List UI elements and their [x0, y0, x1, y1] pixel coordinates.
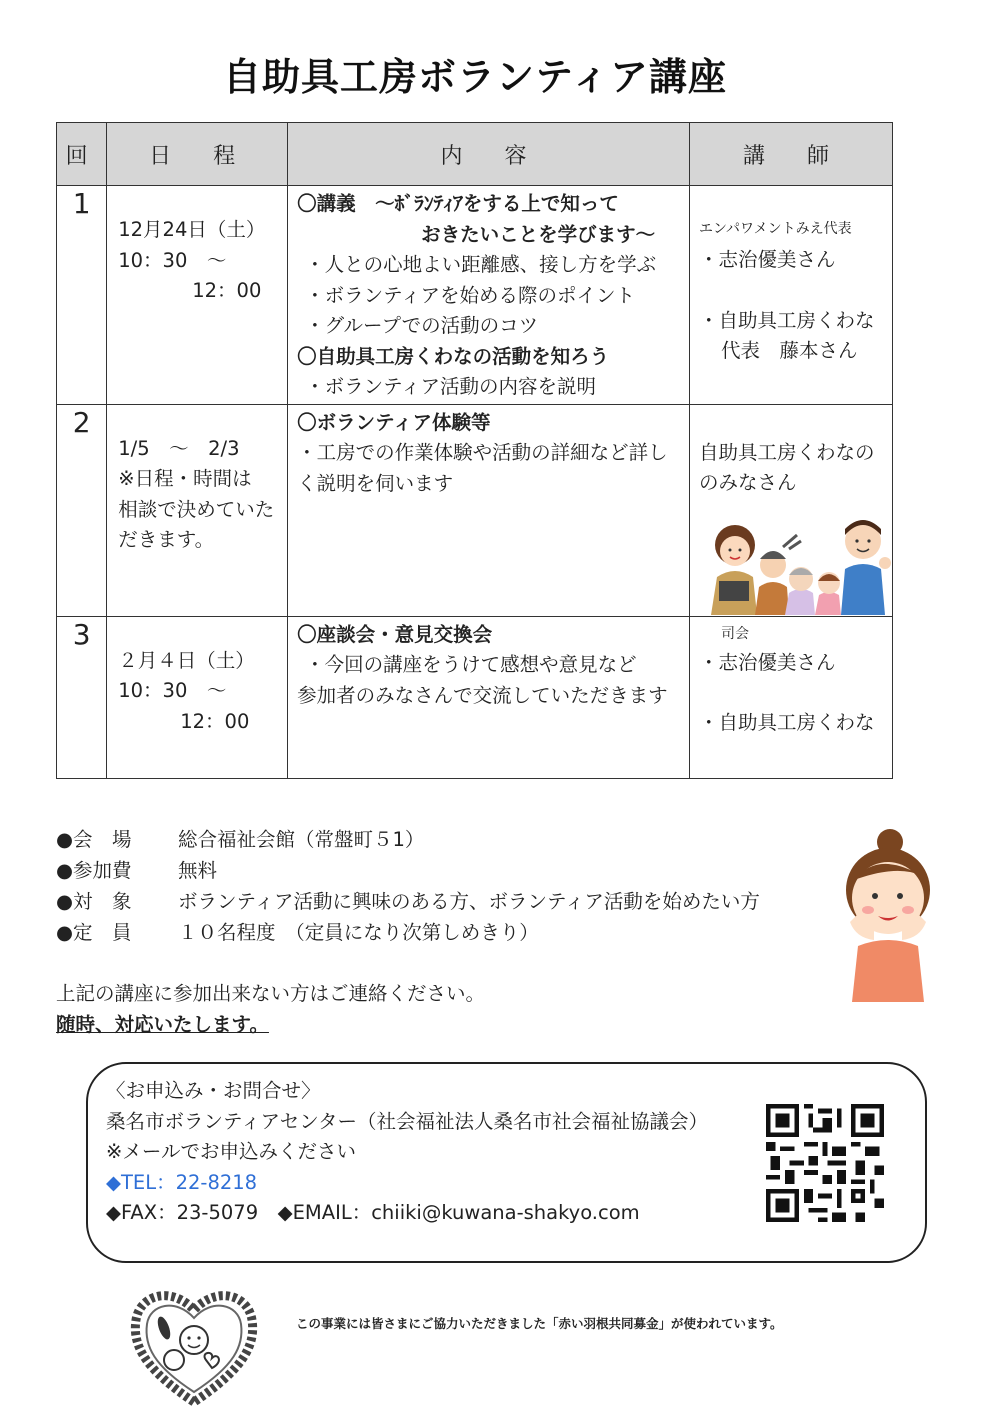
content-heading: 〇座談会・意見交換会	[297, 622, 493, 646]
content-heading: おきたいことを学びます～	[421, 222, 656, 246]
date-line: 12：00	[180, 709, 250, 733]
lecturer-name: ・志治優美さん	[699, 248, 836, 271]
content-item: ・ボランティア活動の内容を説明	[305, 375, 597, 398]
content-item: ・今回の講座をうけて感想や意見など	[305, 653, 637, 676]
lecturer-role: 司会	[721, 625, 750, 642]
lecturer-name: 代表 藤本さん	[721, 339, 858, 362]
date-line: 12月24日（土）	[118, 218, 266, 241]
lecturer-name: ・志治優美さん	[699, 650, 836, 674]
lecturer-name: ・自助具工房くわな	[699, 711, 875, 734]
date-line: 相談で決めていた	[118, 497, 275, 521]
session-lecturer	[690, 404, 893, 616]
contact-mail-note: ※メールでお申込みください	[106, 1140, 356, 1163]
info-value: １０名程度 （定員になり次第しめきり）	[178, 921, 539, 944]
info-label: ●参加費	[56, 859, 132, 882]
notice	[56, 978, 485, 1040]
content-heading: 〇講義 ～ﾎﾞﾗﾝﾃｨｱをする上で知って	[297, 192, 619, 215]
page-title: 自助具工房ボランティア講座	[223, 55, 727, 99]
info-label: ●定 員	[56, 921, 132, 944]
session-date	[107, 186, 288, 405]
content-item: ・ボランティアを始める際のポイント	[305, 283, 636, 307]
info-label: ●会 場	[56, 828, 132, 851]
date-line: だきます。	[118, 528, 215, 551]
content-heading: 〇自助具工房くわなの活動を知ろう	[297, 344, 610, 368]
notice-line: 上記の講座に参加出来ない方はご連絡ください。	[56, 982, 486, 1005]
qr-code-icon[interactable]	[766, 1104, 884, 1222]
contact-heading: 〈お申込み・お問合せ〉	[106, 1079, 321, 1102]
info-value: 無料	[178, 859, 218, 882]
session-date	[107, 616, 288, 778]
session-number: 3	[57, 616, 107, 778]
session-content	[288, 404, 690, 616]
date-line: 1/5 ～ 2/3	[118, 436, 240, 460]
table-header-row	[57, 123, 893, 186]
schedule-table	[56, 122, 893, 779]
contact-tel[interactable]: ◆TEL：22-8218	[106, 1170, 258, 1194]
content-item: ・工房での作業体験や活動の詳細など詳しく説明を伺います	[297, 441, 668, 495]
header-no: 回	[57, 123, 107, 186]
header-date: 日 程	[107, 123, 288, 186]
woman-illustration	[838, 828, 938, 1002]
content-heading: 〇ボランティア体験等	[297, 410, 491, 434]
info-label: ●対 象	[56, 890, 132, 913]
info-value: 総合福祉会館（常盤町５1）	[178, 828, 425, 851]
session-number: 2	[57, 404, 107, 616]
contact-fax-email[interactable]: ◆FAX：23-5079 ◆EMAIL：chiiki@kuwana-shakyo.com	[106, 1201, 640, 1224]
info-row-target	[56, 886, 760, 917]
contact-box	[86, 1062, 927, 1263]
table-row	[57, 616, 893, 778]
info-row-fee	[56, 855, 760, 886]
footer-note: この事業には皆さまにご協力いただきました「赤い羽根共同募金」が使われています。	[296, 1316, 783, 1331]
info-value: ボランティア活動に興味のある方、ボランティア活動を始めたい方	[178, 890, 760, 913]
header-content: 内 容	[288, 123, 690, 186]
notice-line-emphasis: 随時、対応いたします。	[56, 1013, 269, 1036]
info-row-venue	[56, 824, 760, 855]
contact-org: 桑名市ボランティアセンター（社会福祉法人桑名市社会福祉協議会）	[106, 1109, 708, 1133]
session-lecturer	[690, 616, 893, 778]
table-row	[57, 186, 893, 405]
table-row	[57, 404, 893, 616]
content-item: 参加者のみなさんで交流していただきます	[297, 683, 668, 707]
date-line: ※日程・時間は	[118, 467, 252, 490]
info-row-capacity	[56, 917, 760, 948]
date-line: 10：30 ～	[118, 679, 227, 702]
red-feather-heart-logo	[126, 1280, 262, 1408]
lecturer-name: ・自助具工房くわな	[699, 308, 875, 332]
volunteers-illustration	[705, 507, 891, 615]
date-line: ２月４日（土）	[118, 648, 255, 672]
lecturer-name: 自助具工房くわなの	[699, 440, 875, 464]
header-lecturer: 講 師	[690, 123, 893, 186]
session-number: 1	[57, 186, 107, 405]
lecturer-name: のみなさん	[699, 471, 797, 494]
session-content	[288, 616, 690, 778]
session-lecturer	[690, 186, 893, 405]
date-line: 12：00	[192, 279, 262, 302]
session-date	[107, 404, 288, 616]
date-line: 10：30 ～	[118, 248, 227, 272]
session-content	[288, 186, 690, 405]
content-item: ・グループでの活動のコツ	[305, 314, 539, 337]
content-item: ・人との心地よい距離感、接し方を学ぶ	[305, 253, 657, 276]
lecturer-affiliation: エンパワメントみえ代表	[699, 221, 852, 237]
event-info	[56, 824, 760, 948]
